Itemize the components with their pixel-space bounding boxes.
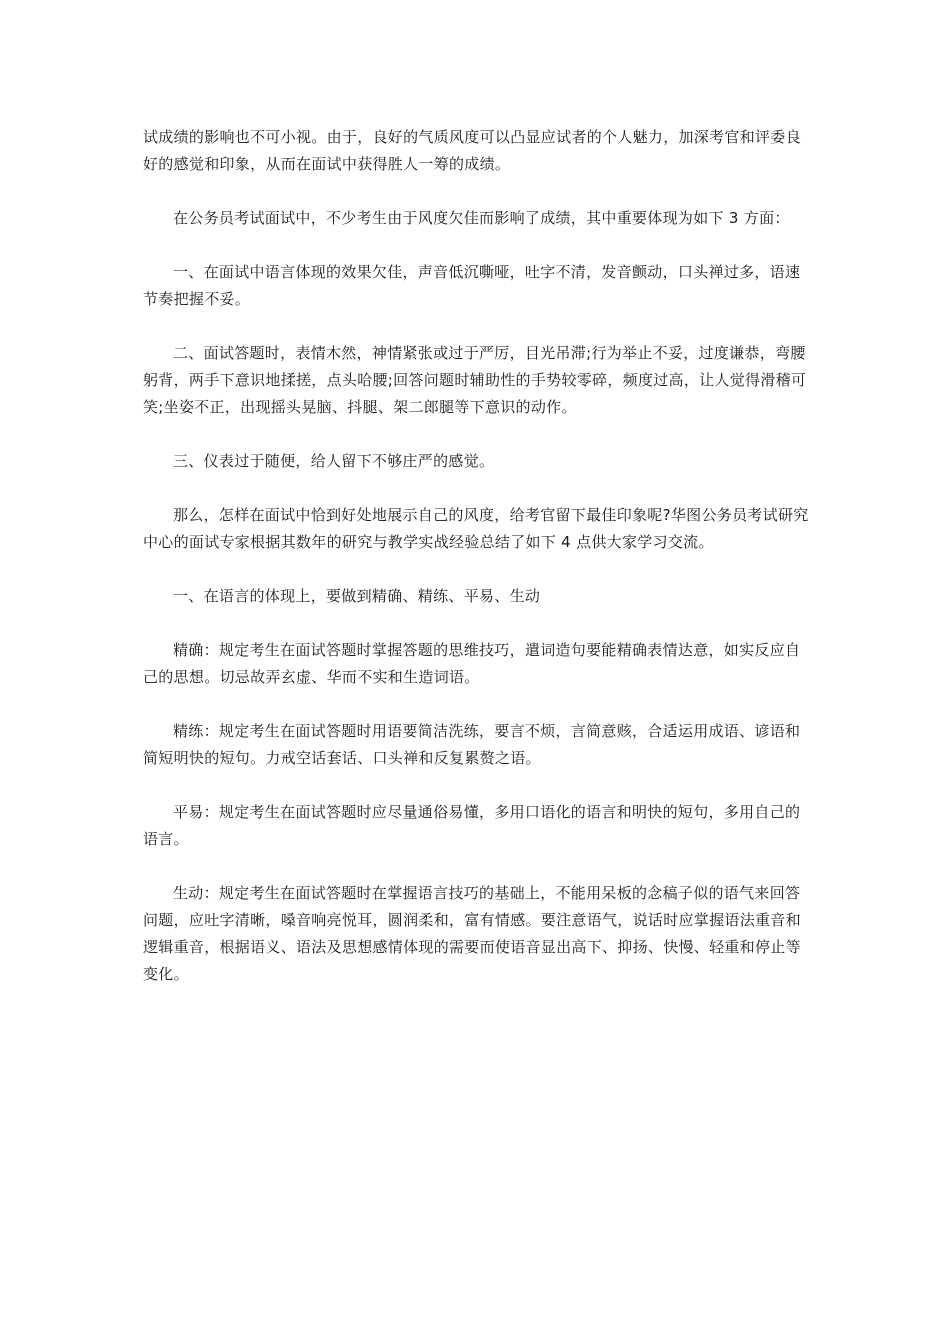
- paragraph-continuation: 试成绩的影响也不可小视。由于，良好的气质风度可以凸显应试者的个人魅力，加深考官和评委良好的感觉和印象，从而在面试中获得胜人一筹的成绩。: [143, 128, 801, 173]
- document-page: [143, 124, 813, 1015]
- paragraph-vivid: 生动：规定考生在面试答题时在掌握语言技巧的基础上，不能用呆板的念稿子似的语气来回答问题，应吐字清晰，嗓音响亮悦耳，圆润柔和，富有情感。要注意语气，说话时应掌握语法重音和逻辑重音，根据语义、语法及思想感情体现的需要而使语音显出高下、抑扬、快慢、轻重和停止等变化。: [143, 884, 801, 983]
- paragraph-issue-1: 一、在面试中语言体现的效果欠佳，声音低沉嘶哑，吐字不清，发音颤动，口头禅过多，语速节奏把握不妥。: [143, 263, 801, 308]
- paragraph-concise: 精练：规定考生在面试答题时用语要简洁洗练，要言不烦，言简意赅，合适运用成语、谚语和简短明快的短句。力戒空话套话、口头禅和反复累赘之语。: [143, 722, 801, 767]
- paragraph-issue-3: 三、仪表过于随便，给人留下不够庄严的感觉。: [173, 452, 495, 470]
- paragraph-precise: 精确：规定考生在面试答题时掌握答题的思维技巧，遣词造句要能精确表情达意，如实反应自己的思想。切忌故弄玄虚、华而不实和生造词语。: [143, 641, 801, 686]
- paragraph-issue-2: 二、面试答题时，表情木然，神情紧张或过于严厉，目光吊滞;行为举止不妥，过度谦恭，弯腰躬背，两手下意识地揉搓，点头哈腰;回答问题时辅助性的手势较零碎，频度过高，让人觉得滑稽可笑;坐姿不正，出现摇头晃脑、抖腿、架二郎腿等下意识的动作。: [143, 344, 807, 416]
- paragraph-plain: 平易：规定考生在面试答题时应尽量通俗易懂，多用口语化的语言和明快的短句，多用自己的语言。: [143, 803, 801, 848]
- paragraph-question: 那么，怎样在面试中恰到好处地展示自己的风度，给考官留下最佳印象呢?华图公务员考试研究中心的面试专家根据其数年的研究与教学实战经验总结了如下 4 点供大家学习交流。: [143, 506, 809, 551]
- paragraph-point-1-heading: 一、在语言的体现上，要做到精确、精练、平易、生动: [173, 587, 541, 605]
- paragraph-intro: 在公务员考试面试中，不少考生由于风度欠佳而影响了成绩，其中重要体现为如下 3 方面：: [173, 209, 790, 227]
